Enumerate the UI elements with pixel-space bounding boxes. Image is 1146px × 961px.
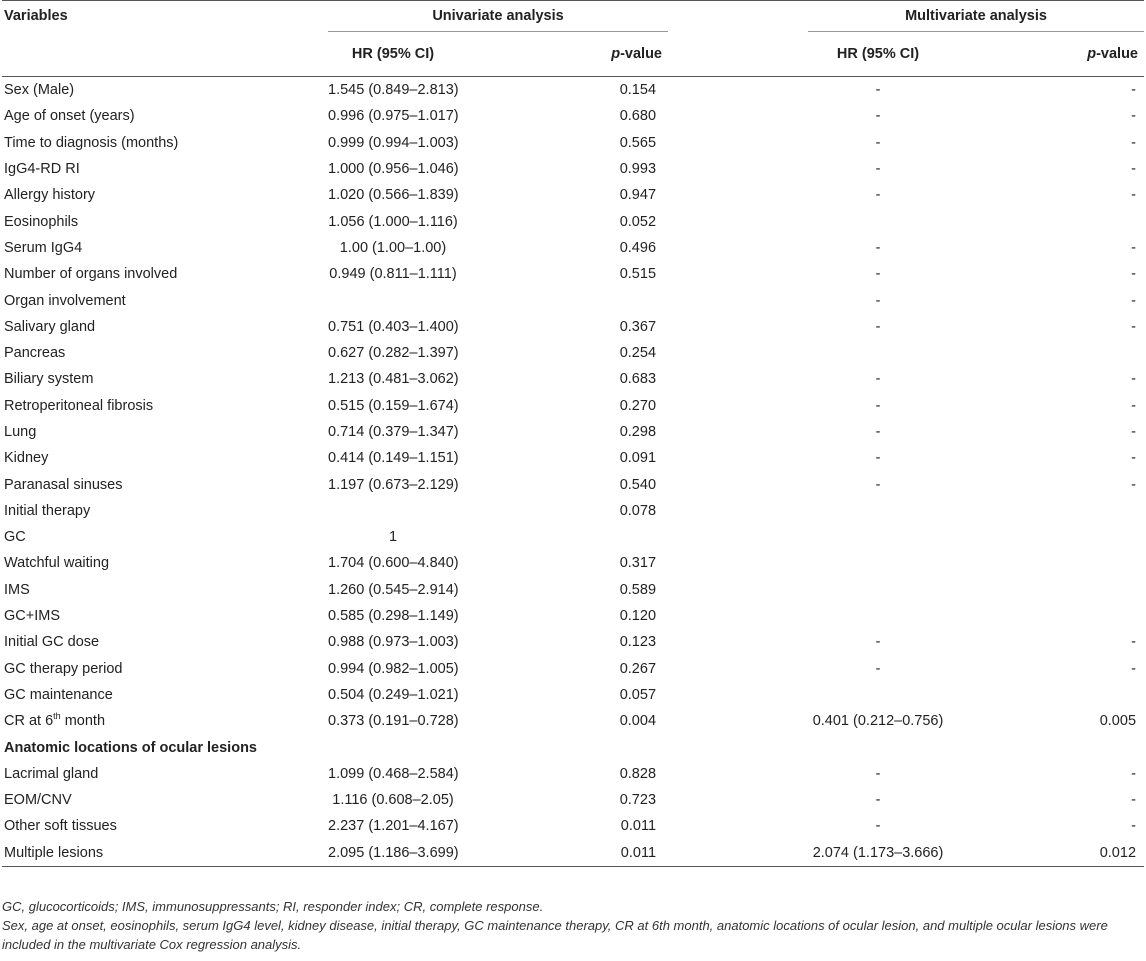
cell-variable: Allergy history <box>4 187 96 204</box>
cell-univariate-p <box>458 734 668 760</box>
table-row <box>2 235 1144 261</box>
table-row <box>2 208 1144 234</box>
cell-univariate-hr: 1.099 (0.468–2.584) <box>328 765 459 782</box>
table-row <box>2 130 1144 156</box>
cell-variable: GC <box>4 529 26 546</box>
cell-multivariate-p: - <box>1131 450 1137 467</box>
cell-univariate-hr: 0.751 (0.403–1.400) <box>328 318 459 335</box>
header-multivariate-hr: HR (95% CI) <box>836 46 920 62</box>
cell-multivariate-p: - <box>1131 660 1137 677</box>
cell-multivariate-hr: - <box>875 187 881 204</box>
cell-univariate-hr: 0.504 (0.249–1.021) <box>328 686 459 703</box>
cell-multivariate-hr: 2.074 (1.173–3.666) <box>808 840 948 867</box>
table-row <box>2 261 1144 287</box>
cell-univariate-p <box>458 287 668 313</box>
cell-univariate-p: 0.515 <box>619 266 657 283</box>
cell-univariate-p: 0.011 <box>620 818 657 835</box>
cell-univariate-p: 0.540 <box>619 476 657 493</box>
cell-univariate-hr: 1.197 (0.673–2.129) <box>328 476 459 493</box>
cell-multivariate-p: - <box>1131 292 1137 309</box>
cell-variable: Anatomic locations of ocular lesions <box>4 739 257 756</box>
cell-variable: Salivary gland <box>4 318 96 335</box>
cell-univariate-p: 0.004 <box>619 713 657 730</box>
table-row <box>2 445 1144 471</box>
cell-univariate-p: 0.565 <box>619 134 657 151</box>
cell-univariate-p: 0.828 <box>619 765 657 782</box>
cell-univariate-p: 0.589 <box>619 581 657 598</box>
cell-variable: IgG4-RD RI <box>4 161 80 178</box>
cell-multivariate-p <box>948 682 1144 708</box>
cell-univariate-p: 0.123 <box>619 634 657 651</box>
cell-univariate-hr: 1.545 (0.849–2.813) <box>328 82 459 99</box>
cell-multivariate-hr: - <box>875 82 881 99</box>
cell-multivariate-hr: - <box>875 108 881 125</box>
cell-univariate-p: 0.367 <box>619 318 657 335</box>
cell-univariate-p: 0.270 <box>619 397 657 414</box>
table-row <box>2 156 1144 182</box>
header-univariate-p: p-value <box>611 46 663 62</box>
cell-variable: Paranasal sinuses <box>4 476 123 493</box>
cell-variable: Multiple lesions <box>2 840 328 867</box>
cell-univariate-hr: 0.627 (0.282–1.397) <box>328 345 459 362</box>
table-footnotes <box>2 897 1142 954</box>
cell-univariate-p: 0.120 <box>619 608 657 625</box>
cell-variable: Pancreas <box>4 345 66 362</box>
cell-univariate-hr: 0.949 (0.811–1.111) <box>329 266 457 283</box>
cell-multivariate-hr <box>808 340 948 366</box>
cell-univariate-p: 0.091 <box>619 450 657 467</box>
table-row <box>2 603 1144 629</box>
cell-univariate-p: 0.298 <box>619 424 657 440</box>
table-row <box>2 366 1144 392</box>
cell-multivariate-hr <box>808 682 948 708</box>
cell-univariate-p: 0.680 <box>619 108 657 125</box>
cell-univariate-hr: 0.515 (0.159–1.674) <box>328 397 459 414</box>
cell-multivariate-p <box>948 208 1144 234</box>
cell-multivariate-p: - <box>1131 792 1137 809</box>
cell-univariate-hr: 1.260 (0.545–2.914) <box>328 581 459 598</box>
cell-univariate-hr: 1.000 (0.956–1.046) <box>328 161 459 178</box>
cell-variable: Sex (Male) <box>4 82 75 99</box>
cell-multivariate-hr: - <box>875 818 881 835</box>
cell-multivariate-p: - <box>1131 765 1137 782</box>
cell-univariate-p: 0.057 <box>619 686 657 703</box>
table-row <box>2 656 1144 682</box>
cell-multivariate-p: - <box>1131 266 1137 283</box>
cell-univariate-hr: 1.056 (1.000–1.116) <box>328 213 458 230</box>
header-multivariate-p: p-value <box>1087 46 1139 62</box>
cell-multivariate-p: - <box>1131 476 1137 493</box>
cell-univariate-hr: 2.237 (1.201–4.167) <box>328 818 459 835</box>
table-row <box>2 498 1144 524</box>
cell-univariate-hr: 0.373 (0.191–0.728) <box>328 713 459 730</box>
cell-multivariate-hr <box>808 734 948 760</box>
table-row <box>2 524 1144 550</box>
cell-multivariate-p <box>948 524 1144 550</box>
header-univariate: Univariate analysis <box>328 1 668 32</box>
cell-univariate-p: 0.683 <box>619 371 657 388</box>
cell-variable: Lacrimal gland <box>4 765 99 782</box>
cell-multivariate-p <box>948 498 1144 524</box>
cell-variable: Time to diagnosis (months) <box>4 134 179 151</box>
table-row <box>2 813 1144 839</box>
cell-multivariate-hr <box>808 208 948 234</box>
table-row <box>2 840 1144 867</box>
table-row <box>2 287 1144 313</box>
cell-variable: Serum IgG4 <box>4 239 83 256</box>
cell-univariate-p: 0.052 <box>619 213 657 230</box>
cell-variable: Organ involvement <box>4 292 126 309</box>
cell-variable: GC therapy period <box>4 660 123 677</box>
footnote-abbreviations: GC, glucocorticoids; IMS, immunosuppressants; RI, responder index; CR, complete response. <box>2 899 544 914</box>
cell-univariate-hr: 0.414 (0.149–1.151) <box>328 450 459 467</box>
cell-multivariate-hr: - <box>875 634 881 651</box>
cell-multivariate-p: - <box>1131 161 1137 178</box>
cell-multivariate-p: - <box>1131 187 1137 204</box>
cell-multivariate-hr: - <box>875 450 881 467</box>
cell-multivariate-hr: - <box>875 371 881 388</box>
cell-univariate-p: 0.723 <box>619 792 657 809</box>
cell-multivariate-hr: - <box>875 397 881 414</box>
cell-univariate-p: 0.993 <box>619 161 657 178</box>
table-row <box>2 340 1144 366</box>
cell-univariate-hr: 0.988 (0.973–1.003) <box>328 634 459 651</box>
table-row <box>2 393 1144 419</box>
cell-multivariate-p: - <box>1131 397 1137 414</box>
table-body <box>2 77 1144 867</box>
cell-variable: Kidney <box>4 450 49 467</box>
table-row <box>2 103 1144 129</box>
header-univariate-hr: HR (95% CI) <box>351 46 435 62</box>
cell-univariate-hr: 0.999 (0.994–1.003) <box>328 134 459 151</box>
table-row <box>2 734 1144 760</box>
table-row <box>2 629 1144 655</box>
cell-multivariate-hr: - <box>875 476 881 493</box>
table-row <box>2 761 1144 787</box>
cell-multivariate-hr: 0.401 (0.212–0.756) <box>812 713 944 730</box>
cell-multivariate-hr: - <box>875 292 881 309</box>
header-variables: Variables <box>2 1 328 32</box>
cell-multivariate-hr <box>808 498 948 524</box>
cell-univariate-hr: 0.714 (0.379–1.347) <box>328 424 459 440</box>
cell-multivariate-hr: - <box>875 266 881 283</box>
cell-univariate-p: 0.317 <box>619 555 657 572</box>
cell-multivariate-hr: - <box>875 792 881 809</box>
cell-univariate-hr: 0.994 (0.982–1.005) <box>328 660 459 677</box>
cell-univariate-p: 0.947 <box>619 187 657 204</box>
cell-variable: Age of onset (years) <box>4 108 135 125</box>
cell-multivariate-hr <box>808 577 948 603</box>
cell-univariate-hr: 1.704 (0.600–4.840) <box>328 555 459 572</box>
cell-variable: Biliary system <box>4 371 94 388</box>
cell-univariate-p <box>458 524 668 550</box>
cell-univariate-p: 0.154 <box>619 82 657 99</box>
cell-univariate-hr <box>328 287 458 313</box>
cell-multivariate-hr <box>808 603 948 629</box>
cell-variable: Other soft tissues <box>4 818 117 835</box>
cell-multivariate-hr <box>808 524 948 550</box>
table-row <box>2 314 1144 340</box>
cell-univariate-hr <box>328 498 458 524</box>
cell-multivariate-hr: - <box>875 660 881 677</box>
cell-multivariate-p: - <box>1131 424 1137 440</box>
cell-variable: EOM/CNV <box>4 792 72 809</box>
cell-univariate-p: 0.496 <box>619 239 657 256</box>
cell-variable: Retroperitoneal fibrosis <box>4 397 154 414</box>
table-row <box>2 419 1144 445</box>
cell-variable: Eosinophils <box>4 213 79 230</box>
cell-multivariate-p <box>948 340 1144 366</box>
cell-multivariate-p: - <box>1131 108 1137 125</box>
table-row <box>2 682 1144 708</box>
cell-multivariate-p <box>948 734 1144 760</box>
cell-univariate-p: 0.078 <box>619 502 657 519</box>
cell-multivariate-p <box>948 603 1144 629</box>
cell-multivariate-p <box>948 577 1144 603</box>
cell-multivariate-p: 0.012 <box>948 840 1144 867</box>
cell-univariate-hr: 1 <box>388 529 398 546</box>
cell-univariate-hr: 1.00 (1.00–1.00) <box>339 239 447 256</box>
cell-variable: Initial therapy <box>4 502 91 519</box>
cell-univariate-p: 0.254 <box>619 345 657 362</box>
table-row <box>2 577 1144 603</box>
table-row <box>2 708 1144 734</box>
cox-regression-table <box>2 0 1144 867</box>
cell-univariate-hr: 2.095 (1.186–3.699) <box>328 840 458 867</box>
cell-variable: Number of organs involved <box>4 266 178 283</box>
cell-variable: GC+IMS <box>4 608 60 625</box>
cell-multivariate-hr <box>808 550 948 576</box>
table-row <box>2 550 1144 576</box>
cell-multivariate-hr: - <box>875 318 881 335</box>
cell-multivariate-p: - <box>1131 818 1137 835</box>
header-multivariate: Multivariate analysis <box>808 1 1144 32</box>
cell-univariate-hr: 0.585 (0.298–1.149) <box>328 608 459 625</box>
cell-multivariate-p: - <box>1131 239 1137 256</box>
cell-multivariate-hr: - <box>875 161 881 178</box>
cell-multivariate-p: - <box>1131 634 1137 651</box>
cell-univariate-p: 0.011 <box>458 840 668 867</box>
cell-variable: Lung <box>4 424 37 440</box>
cell-variable: Initial GC dose <box>4 634 100 651</box>
table-row <box>2 77 1144 104</box>
cell-multivariate-hr: - <box>875 765 881 782</box>
cell-univariate-hr: 1.020 (0.566–1.839) <box>328 187 459 204</box>
cell-variable: GC maintenance <box>4 686 113 703</box>
cell-univariate-hr: 0.996 (0.975–1.017) <box>328 108 459 125</box>
cell-multivariate-hr: - <box>875 134 881 151</box>
table-row <box>2 787 1144 813</box>
cell-univariate-hr <box>328 734 458 760</box>
cell-univariate-p: 0.267 <box>619 660 657 677</box>
cell-multivariate-hr: - <box>875 424 881 440</box>
cell-variable: Watchful waiting <box>4 555 110 572</box>
cell-multivariate-p: - <box>1131 82 1137 99</box>
cell-variable: CR at 6th month <box>4 711 106 730</box>
footnote-multivariate-note: Sex, age at onset, eosinophils, serum IgG4 level, kidney disease, initial therapy, GC maintenance therapy, CR at 6th month, anatomic locations of ocular lesion, and multiple ocular lesions were included in the multivariate Cox regression analysis. <box>2 918 1108 952</box>
cell-univariate-hr: 1.116 (0.608–2.05) <box>332 792 454 809</box>
cell-multivariate-p: - <box>1131 371 1137 388</box>
table-row <box>2 471 1144 497</box>
cell-variable: IMS <box>4 581 30 598</box>
cell-multivariate-p: 0.005 <box>1099 713 1137 730</box>
cell-multivariate-p <box>948 550 1144 576</box>
cell-univariate-hr: 1.213 (0.481–3.062) <box>328 371 459 388</box>
cell-multivariate-p: - <box>1131 318 1137 335</box>
table-row <box>2 182 1144 208</box>
cell-multivariate-p: - <box>1131 134 1137 151</box>
cell-multivariate-hr: - <box>875 239 881 256</box>
